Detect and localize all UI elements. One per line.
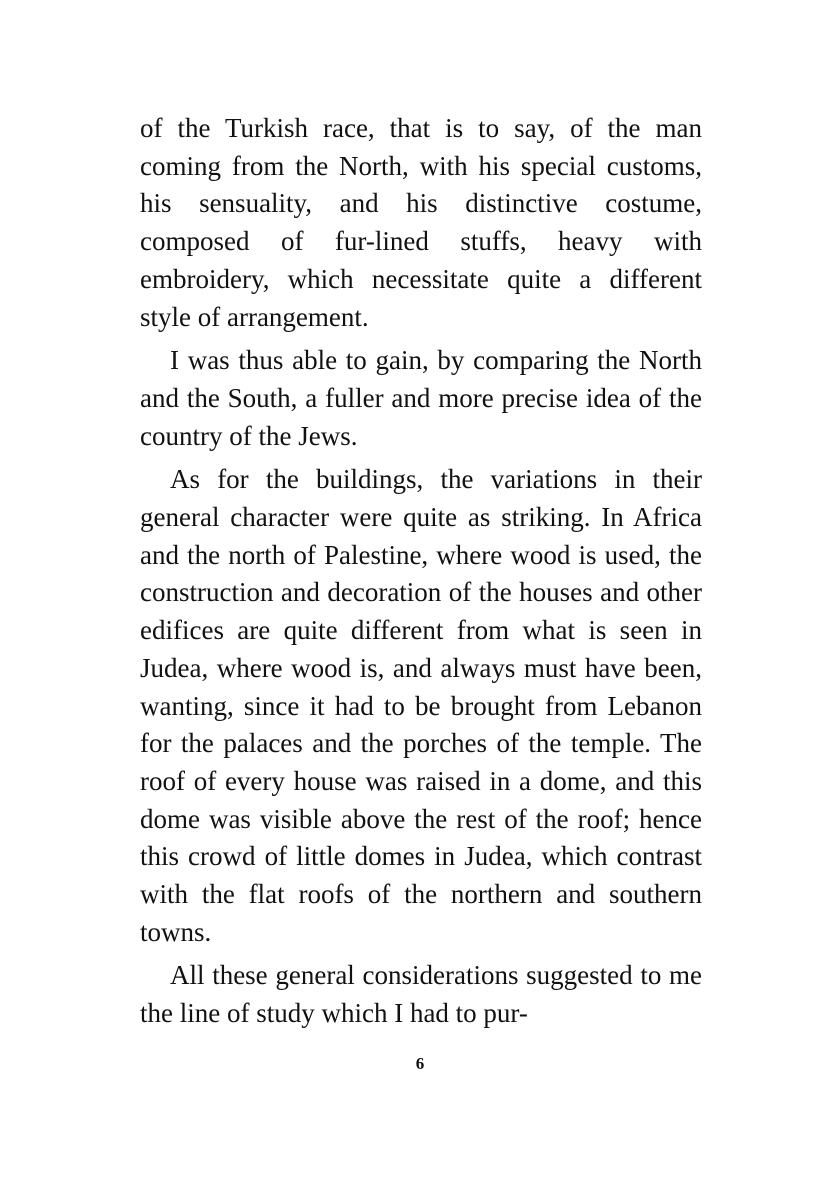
paragraph-1: of the Turkish race, that is to say, of the man coming from the North, with his special customs, his sensuality, and his distinctive costume, composed of fur-lined stuffs, heavy with embroidery, which necessitate quite a different style of arrangement. [140,113,702,332]
paragraph-4: All these general considerations suggested to me the line of study which I had to pur- [140,960,702,1029]
page-number: 6 [415,1054,425,1073]
body-text [140,110,702,1033]
paragraph-3: As for the buildings, the variations in their general character were quite as striking. In Africa and the north of Palestine, where wood is used, the construction and decoration of the houses and other edifices are quite different from what is seen in Judea, where wood is, and always must have been, wanting, since it had to be brought from Lebanon for the palaces and the porches of the temple. The roof of every house was raised in a dome, and this dome was visible above the rest of the roof; hence this crowd of little domes in Judea, which contrast with the flat roofs of the northern and southern towns. [140,464,702,947]
paragraph-2: I was thus able to gain, by comparing the North and the South, a fuller and more precise idea of the country of the Jews. [140,345,702,451]
